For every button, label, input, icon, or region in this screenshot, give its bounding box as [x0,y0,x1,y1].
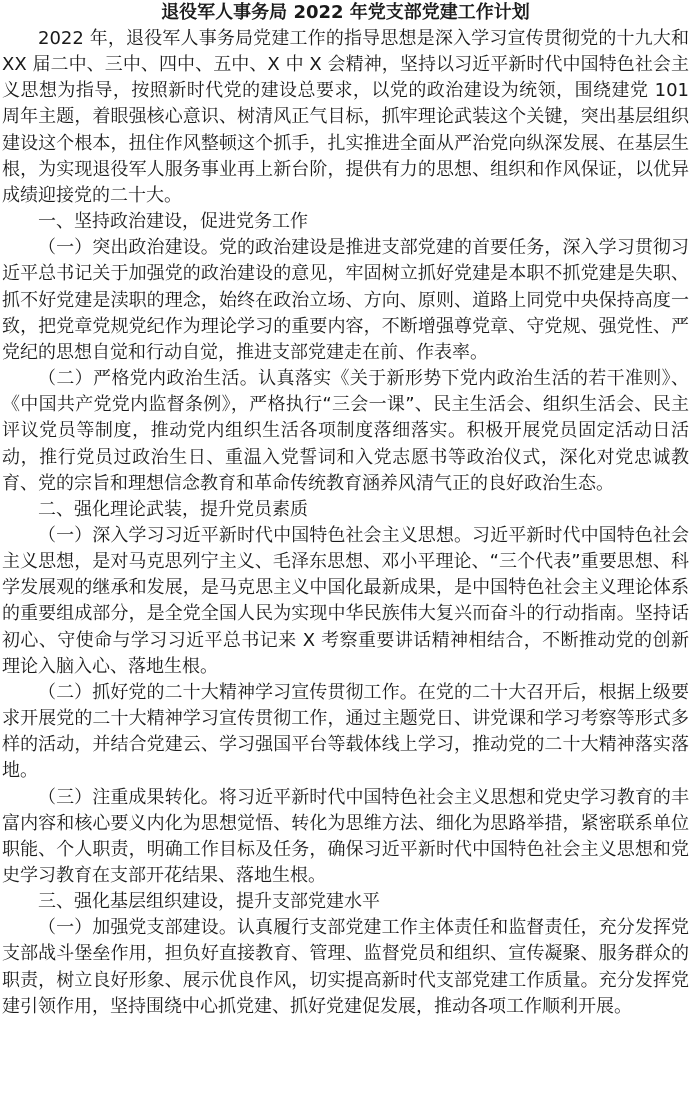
section-heading-1: 一、坚持政治建设，促进党务工作 [38,211,308,233]
paragraph-2-2: （二）抓好党的二十大精神学习宣传贯彻工作。在党的二十大召开后，根据上级要求开展党的二十大精神学习宣传贯彻工作，通过主题党日、讲党课和学习考察等形式多样的活动，并结合党建云、学习强国平台等载体线上学习，推动党的二十大精神落实落地。 [2,681,689,782]
paragraph-1-1: （一）突出政治建设。党的政治建设是推进支部党建的首要任务，深入学习贯彻习近平总书记关于加强党的政治建设的意见，牢固树立抓好党建是本职不抓党建是失职、抓不好党建是渎职的理念，始终在政治立场、方向、原则、道路上同党中央保持高度一致，把党章党规党纪作为理论学习的重要内容，不断增强尊党章、守党规、强党性、严党纪的思想自觉和行动自觉，推进支部党建走在前、作表率。 [2,237,689,363]
section-heading-3: 三、强化基层组织建设，提升支部党建水平 [38,891,380,913]
paragraph-1-2: （二）严格党内政治生活。认真落实《关于新形势下党内政治生活的若干准则》、《中国共产党党内监督条例》，严格执行“三会一课”、民主生活会、组织生活会、民主评议党员等制度，推动党内组织生活各项制度落细落实。积极开展党员固定活动日活动，推行党员过政治生日、重温入党誓词和入党志愿书等政治仪式，深化对党忠诚教育、党的宗旨和理想信念教育和革命传统教育涵养风清气正的良好政治生态。 [2,368,689,494]
document-title: 退役军人事务局 2022 年党支部党建工作计划 [161,2,530,23]
section-heading-2: 二、强化理论武装，提升党员素质 [38,498,308,520]
intro-paragraph: 2022 年，退役军人事务局党建工作的指导思想是深入学习宣传贯彻党的十九大和 XX 届二中、三中、四中、五中、X 中 X 会精神，坚持以习近平新时代中国特色社会主义思想为指导，按照新时代党的建设总要求，以党的政治建设为统领，围绕建党 101 周年主题，着眼强核心意识、树清风正气目标，抓牢理论武装这个关键，突出基层组织建设这个根本，扭住作风整顿这个抓手，扎实推进全面从严治党向纵深发展、在基层生根，为实现退役军人服务事业再上新台阶，提供有力的思想、组织和作风保证，以优异成绩迎接党的二十大。 [2,28,689,206]
paragraph-2-1: （一）深入学习习近平新时代中国特色社会主义思想。习近平新时代中国特色社会主义思想，是对马克思列宁主义、毛泽东思想、邓小平理论、“三个代表”重要思想、科学发展观的继承和发展，是马克思主义中国化最新成果，是中国特色社会主义理论体系的重要组成部分，是全党全国人民为实现中华民族伟大复兴而奋斗的行动指南。坚持话初心、守使命与学习习近平总书记来 X 考察重要讲话精神相结合，不断推动党的创新理论入脑入心、落地生根。 [2,524,689,677]
paragraph-3-1: （一）加强党支部建设。认真履行支部党建工作主体责任和监督责任，充分发挥党支部战斗堡垒作用，担负好直接教育、管理、监督党员和组织、宣传凝聚、服务群众的职责，树立良好形象、展示优良作风，切实提高新时代支部党建工作质量。充分发挥党建引领作用，坚持围绕中心抓党建、抓好党建促发展，推动各项工作顺利开展。 [2,917,689,1017]
paragraph-2-3: （三）注重成果转化。将习近平新时代中国特色社会主义思想和党史学习教育的丰富内容和核心要义内化为思想觉悟、转化为思维方法、细化为思路举措，紧密联系单位职能、个人职责，明确工作目标及任务，确保习近平新时代中国特色社会主义思想和党史学习教育在支部开花结果、落地生根。 [2,786,689,886]
